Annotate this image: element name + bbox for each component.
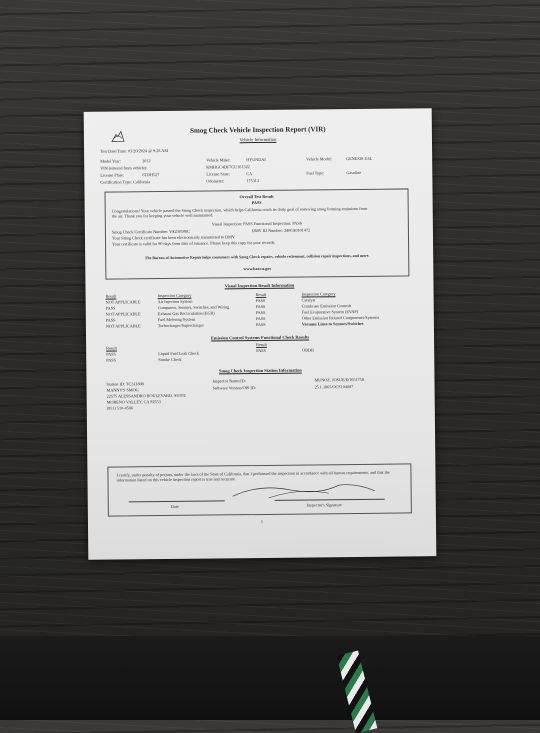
table-row-result: PASS xyxy=(105,305,116,311)
table-row-result: PASS xyxy=(256,347,266,354)
table-row-result: PASS xyxy=(255,297,266,304)
table-row-category: Turbocharger/Supercharger xyxy=(157,322,204,329)
inspector-name-label: Inspector Name/ID: xyxy=(212,378,246,384)
table-row-category: Vacuum Lines to Sensors/Switches xyxy=(301,320,364,327)
date-label: Date xyxy=(170,503,179,509)
license-plate: 6TDH527 xyxy=(142,172,160,178)
station-phone: (951) 510-4586 xyxy=(106,405,133,411)
table-row-result: PASS xyxy=(106,357,116,363)
signature-label: Inspector's Signature xyxy=(306,502,342,508)
table-row-category: OBDII xyxy=(302,347,314,353)
table-edge xyxy=(0,636,540,720)
visual-functional-result: Visual Inspection: PASS Functional Inspection: PASS xyxy=(211,220,303,227)
table-row-category: Fuel Evaporative System (EVAP) xyxy=(301,308,359,315)
certification-type: Certification Type: California xyxy=(100,179,151,185)
congrats-message: Congratulations! Your vehicle passed the Smog Check inspection, which helps California reach its daily goal of removing smog forming emissions from the air. Thank you for keeping your vehicle well maintained. xyxy=(111,205,368,219)
vehicle-model: GENESIS 4.6L xyxy=(346,155,373,162)
table-row-category: Exhaust Gas Recirculation (EGR) xyxy=(157,310,215,317)
vehicle-make-label: Vehicle Make: xyxy=(206,157,231,163)
certificate-number: Smog Check Certificate Number: VA230508C xyxy=(111,228,190,235)
table-row-result: PASS xyxy=(255,321,266,328)
license-state: CA xyxy=(246,171,253,177)
license-state-label: License State: xyxy=(206,171,230,177)
table-row-result: PASS xyxy=(255,303,266,310)
station-id: Station ID: TC311808 xyxy=(106,381,144,387)
functional-check-heading: Emission Control Systems Functional Check Results xyxy=(210,334,310,341)
station-address-line2: MORENO VALLEY, CA 92553 xyxy=(106,399,161,405)
odometer: 175313 xyxy=(246,178,259,184)
inspector-name: MUNOZ, JOSUE/EO651758 xyxy=(314,376,364,383)
visual-col-category-left: Inspection Category xyxy=(157,292,192,299)
bar-note: The Bureau of Automotive Repair helps consumers with Smog Check repairs, vehicle retirement, collision repair inspections, and more. xyxy=(144,253,370,261)
fuel-type-label: Fuel Type: xyxy=(306,170,325,176)
table-row-category: Liquid Fuel Leak Check xyxy=(158,350,200,357)
page-number: 1 xyxy=(260,518,264,525)
model-year: 2012 xyxy=(142,158,151,164)
odometer-label: Odometer: xyxy=(206,178,225,184)
station-info-heading: Smog Check Inspection Station Information xyxy=(218,367,302,374)
table-row-category: Computers, Sensors, Switches, and Wiring xyxy=(157,304,230,311)
table-row-result: PASS xyxy=(255,315,266,322)
vin: KMHGC4DF7CU161322 xyxy=(206,164,250,170)
table-row-result: NOT APPLICABLE xyxy=(105,311,141,317)
visual-col-category-right: Inspection Category xyxy=(301,291,336,297)
bar-url[interactable]: www.bar.ca.gov xyxy=(243,265,272,272)
model-year-label: Model Year: xyxy=(100,158,121,164)
table-row-result: PASS xyxy=(105,317,116,323)
test-datetime: Test Date/Time: 03/20/2024 @ 9:28 AM xyxy=(100,147,169,154)
table-row-category: Other Emission Related Components/Systems xyxy=(301,314,380,321)
table-row-category: Air Injection System xyxy=(157,298,193,305)
table-row-result: PASS xyxy=(106,351,116,357)
station-name: MANNY'S SMOG xyxy=(106,387,139,393)
table-row-result: NOT APPLICABLE xyxy=(105,299,141,305)
table-row-result: PASS xyxy=(255,309,266,316)
visual-col-result-left: Result xyxy=(105,293,117,299)
dmv-id: DMV ID Number: 2406A0101472 xyxy=(251,227,311,234)
functional-col-result-right: Result xyxy=(256,341,267,348)
vehicle-model-label: Vehicle Model: xyxy=(306,156,332,162)
table-row-category: Smoke Check xyxy=(158,356,182,363)
vehicle-info-heading: Vehicle Information xyxy=(239,136,277,143)
software-version: 25.1.1865/OCS104007 xyxy=(314,384,354,390)
certification-box xyxy=(107,463,412,516)
license-plate-label: License Plate: xyxy=(100,172,124,178)
table-row-category: Catalyst xyxy=(301,297,316,303)
overall-heading: Overall Test Result xyxy=(239,193,274,200)
table-row-result: NOT APPLICABLE xyxy=(105,323,141,329)
overall-result-box xyxy=(105,188,410,279)
inspection-report-page xyxy=(84,108,437,560)
certification-text: I certify, under penalty of perjury, under the laws of the State of California, that I performed the inspection in accordance with all bureau requirements, and that the information listed on this vehicle inspection report is true and accurate. xyxy=(116,469,390,483)
report-title: Smog Check Vehicle Inspection Report (VIR) xyxy=(190,125,326,135)
date-line xyxy=(129,500,225,502)
software-label: Software Version/OIS ID: xyxy=(212,385,257,391)
table-row-category: Crankcase Emission Controls xyxy=(301,303,352,309)
transmitted-note: Your Smog Check certificate has been electronically transmitted to DMV. xyxy=(111,234,236,241)
fuel-type: Gasoline xyxy=(346,169,362,176)
vehicle-make: HYUNDAI xyxy=(246,156,266,163)
vin-label: VIN (entered from vehicle): xyxy=(100,165,148,171)
validity-note: Your certificate is valid for 90 days from date of issuance. Please keep this copy for your records. xyxy=(112,239,276,247)
station-address-line1: 22575 ALESSANDRO BOULEVARD, SUITE xyxy=(106,392,186,399)
table-row-category: Fuel Metering System xyxy=(157,316,196,323)
visual-inspection-heading: Visual Inspection Result Information xyxy=(224,282,295,289)
functional-col-result-left: Result xyxy=(106,345,117,351)
visual-col-result-right: Result xyxy=(255,291,267,298)
overall-result: PASS xyxy=(251,199,262,206)
